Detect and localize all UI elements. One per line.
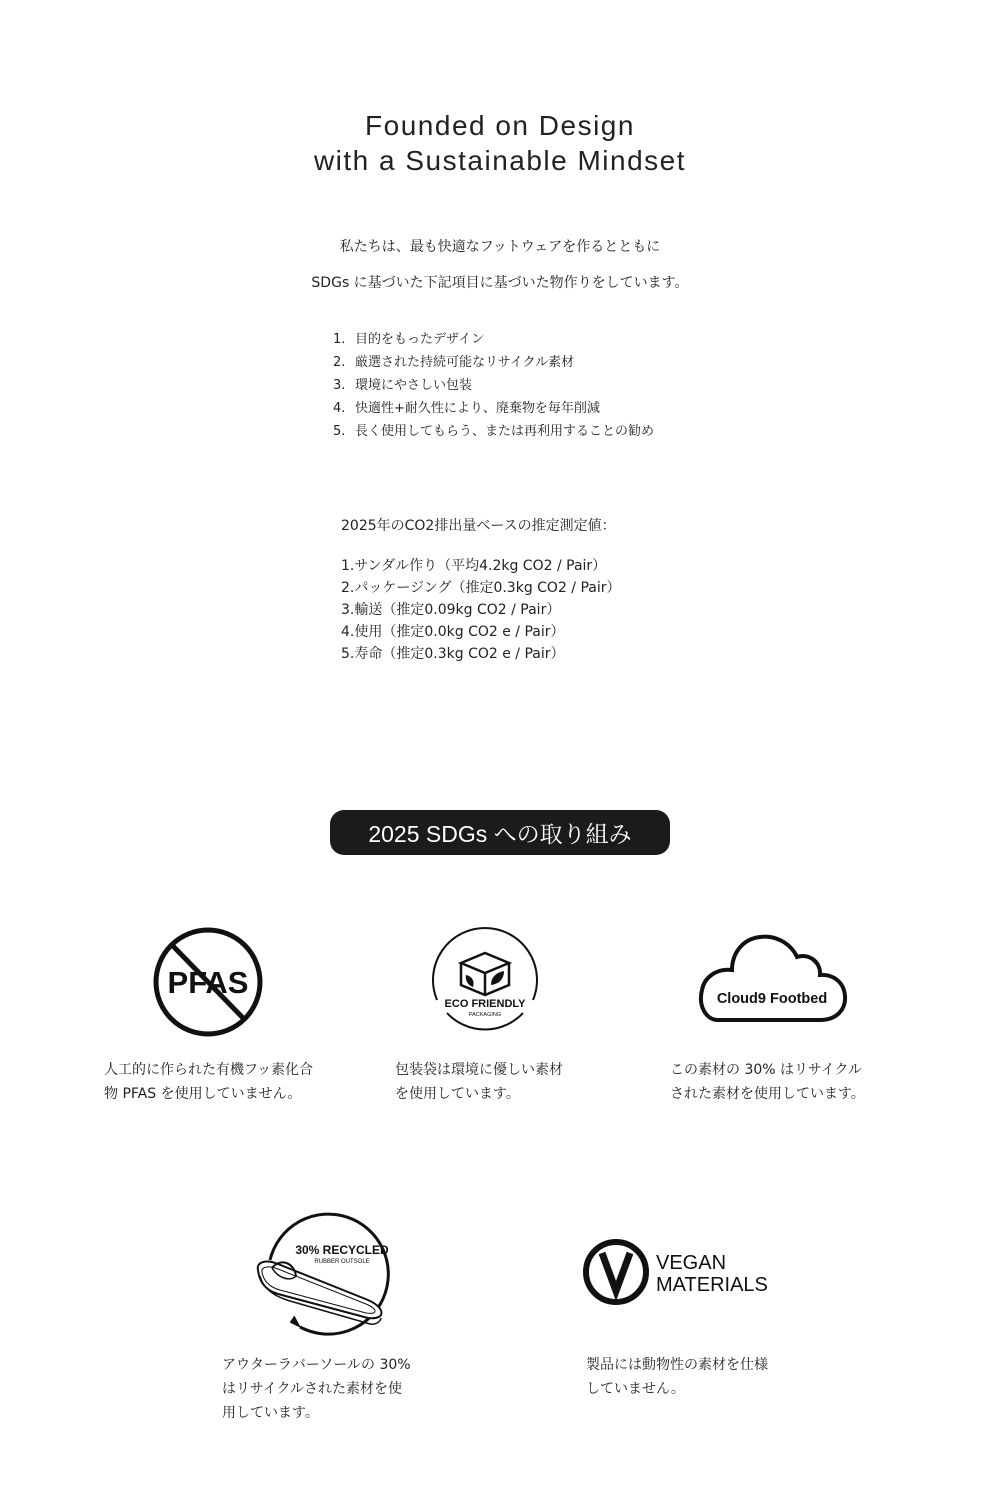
no-pfas-icon-label: PFAS — [167, 965, 249, 1000]
pfas-caption: 人工的に作られた有機フッ素化合 物 PFAS を使用していません。 — [104, 1062, 314, 1102]
vegan-icon — [580, 1235, 780, 1310]
intro-line-2: SDGs に基づいた下記項目に基づいた物作りをしています。 — [311, 275, 689, 291]
page-title-line-2: with a Sustainable Mindset — [313, 145, 687, 176]
intro-line-1: 私たちは、最も快適なフットウェアを作るとともに — [339, 239, 661, 255]
vegan-caption: 製品には動物性の素材を仕様 していません。 — [586, 1357, 768, 1397]
list-item: 4. 快適性+耐久性により、廃棄物を毎年削減 — [333, 401, 600, 416]
co2-heading: 2025年のCO2排出量ベースの推定測定値： — [341, 518, 616, 534]
eco-icon-sublabel: PACKAGING — [468, 1012, 502, 1018]
vegan-icon-label: VEGAN — [656, 1252, 727, 1274]
list-item: 1.サンダル作り（平均4.2kg CO2 / Pair） — [341, 558, 607, 574]
vegan-icon-sublabel: MATERIALS — [656, 1274, 768, 1296]
recycled-outsole-icon — [250, 1212, 400, 1337]
no-pfas-icon — [148, 925, 268, 1040]
list-item: 1. 目的をもったデザイン — [333, 332, 485, 347]
list-item: 5.寿命（推定0.3kg CO2 e / Pair） — [341, 646, 565, 662]
list-item: 4.使用（推定0.0kg CO2 e / Pair） — [341, 624, 565, 640]
footbed-caption: この素材の 30% はリサイクル された素材を使用しています。 — [670, 1062, 865, 1102]
page-title-line-1: Founded on Design — [365, 110, 635, 141]
list-item: 3.輸送（推定0.09kg CO2 / Pair） — [341, 602, 561, 618]
list-item: 5. 長く使用してもらう、または再利用することの勧め — [333, 424, 655, 439]
recycled-icon-label: 30% RECYCLED — [295, 1243, 389, 1257]
list-item: 2. 厳選された持続可能なリサイクル素材 — [333, 355, 575, 370]
co2-list — [341, 555, 621, 665]
recycled-icon-sublabel: RUBBER OUTSOLE — [314, 1259, 370, 1265]
cloud-icon-label: Cloud9 Footbed — [716, 991, 828, 1007]
list-item: 3. 環境にやさしい包装 — [333, 378, 473, 393]
principles-list — [333, 328, 654, 443]
packaging-caption: 包装袋は環境に優しい素材 を使用しています。 — [395, 1062, 563, 1102]
sdgs-section-badge: 2025 SDGs への取り組み — [330, 810, 670, 855]
list-item: 2.パッケージング（推定0.3kg CO2 / Pair） — [341, 580, 621, 596]
outsole-caption: アウターラバーソールの 30% はリサイクルされた素材を使 用しています。 — [222, 1357, 411, 1421]
eco-packaging-icon — [425, 925, 545, 1040]
eco-icon-label: ECO FRIENDLY — [444, 998, 526, 1010]
cloud-footbed-icon — [690, 930, 850, 1025]
